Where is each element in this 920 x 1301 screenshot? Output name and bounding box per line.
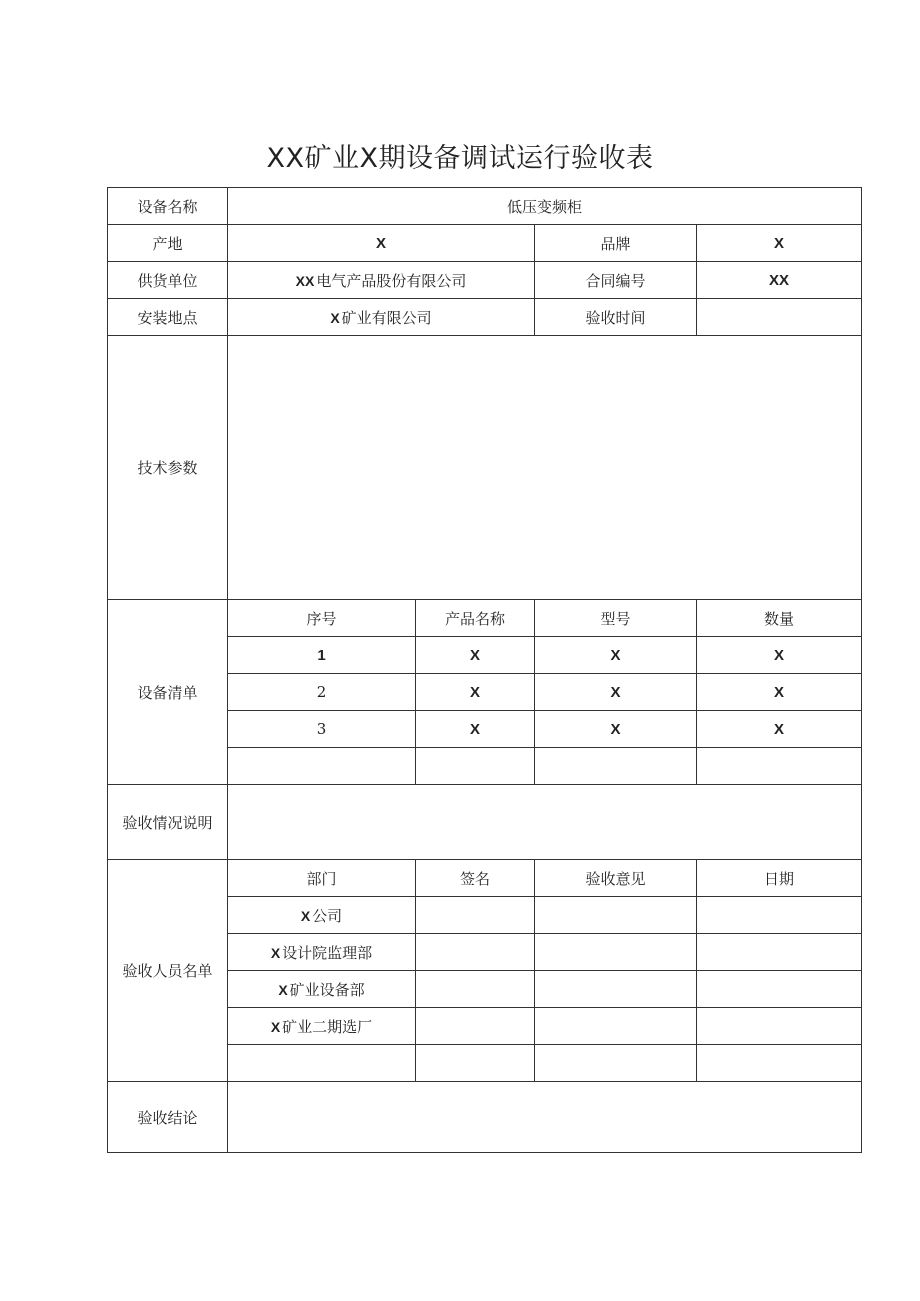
personnel-sign[interactable] <box>416 934 535 971</box>
device-name-row <box>108 188 862 225</box>
equipment-seq: 1 <box>228 637 416 674</box>
conclusion-row <box>108 1082 862 1153</box>
personnel-dept-name: 公司 <box>312 906 343 925</box>
personnel-opinion[interactable] <box>535 897 697 934</box>
equipment-product[interactable] <box>416 748 535 785</box>
location-value <box>228 299 535 336</box>
equipment-product: X <box>416 711 535 748</box>
contract-value: XX <box>697 262 862 299</box>
personnel-sign[interactable] <box>416 971 535 1008</box>
personnel-date[interactable] <box>697 971 862 1008</box>
acceptance-notes-label: 验收情况说明 <box>108 785 228 860</box>
brand-label: 品牌 <box>535 225 697 262</box>
personnel-header-row <box>108 860 862 897</box>
acceptance-form-table <box>107 187 862 1153</box>
page-title: XX矿业X期设备调试运行验收表 <box>266 143 654 174</box>
equipment-header-seq: 序号 <box>228 600 416 637</box>
personnel-opinion[interactable] <box>535 971 697 1008</box>
personnel-dept-prefix: X <box>300 907 311 924</box>
personnel-dept-prefix: X <box>278 981 288 998</box>
brand-value: X <box>697 225 862 262</box>
equipment-header-model: 型号 <box>535 600 697 637</box>
equipment-header-qty: 数量 <box>697 600 862 637</box>
supplier-contract-row <box>108 262 862 299</box>
personnel-dept <box>228 1008 416 1045</box>
equipment-model: X <box>535 637 697 674</box>
personnel-date[interactable] <box>697 1045 862 1082</box>
personnel-dept <box>228 897 416 934</box>
device-name-label: 设备名称 <box>108 188 228 225</box>
personnel-date[interactable] <box>697 897 862 934</box>
equipment-list-label: 设备清单 <box>108 600 228 785</box>
personnel-sign[interactable] <box>416 1008 535 1045</box>
equipment-qty: X <box>697 674 862 711</box>
equipment-header-product: 产品名称 <box>416 600 535 637</box>
origin-brand-row <box>108 225 862 262</box>
personnel-label: 验收人员名单 <box>108 860 228 1082</box>
equipment-seq[interactable] <box>228 748 416 785</box>
personnel-dept-name: 设计院监理部 <box>282 943 373 962</box>
personnel-sign[interactable] <box>416 1045 535 1082</box>
device-name-value: 低压变频柜 <box>228 188 862 225</box>
personnel-header-opinion: 验收意见 <box>535 860 697 897</box>
personnel-sign[interactable] <box>416 897 535 934</box>
location-label: 安装地点 <box>108 299 228 336</box>
acceptance-notes-row <box>108 785 862 860</box>
location-time-row <box>108 299 862 336</box>
equipment-model[interactable] <box>535 748 697 785</box>
personnel-dept-name: 矿业设备部 <box>289 980 365 999</box>
personnel-dept <box>228 934 416 971</box>
equipment-product: X <box>416 637 535 674</box>
personnel-header-dept: 部门 <box>228 860 416 897</box>
tech-params-label: 技术参数 <box>108 336 228 600</box>
equipment-qty: X <box>697 637 862 674</box>
supplier-value <box>228 262 535 299</box>
personnel-header-date: 日期 <box>697 860 862 897</box>
contract-label: 合同编号 <box>535 262 697 299</box>
equipment-model: X <box>535 711 697 748</box>
origin-label: 产地 <box>108 225 228 262</box>
personnel-opinion[interactable] <box>535 1008 697 1045</box>
acceptance-notes-value[interactable] <box>228 785 862 860</box>
accept-time-value[interactable] <box>697 299 862 336</box>
personnel-opinion[interactable] <box>535 934 697 971</box>
equipment-seq: 3 <box>228 711 416 748</box>
equipment-product: X <box>416 674 535 711</box>
tech-params-row <box>108 336 862 600</box>
conclusion-label: 验收结论 <box>108 1082 228 1153</box>
supplier-label: 供货单位 <box>108 262 228 299</box>
equipment-model: X <box>535 674 697 711</box>
origin-value: X <box>228 225 535 262</box>
equipment-seq: 2 <box>228 674 416 711</box>
personnel-date[interactable] <box>697 934 862 971</box>
personnel-opinion[interactable] <box>535 1045 697 1082</box>
supplier-value-rest: 电气产品股份有限公司 <box>316 271 467 290</box>
accept-time-label: 验收时间 <box>535 299 697 336</box>
supplier-value-prefix: XX <box>295 272 315 289</box>
personnel-dept-prefix: X <box>270 1018 281 1035</box>
equipment-qty[interactable] <box>697 748 862 785</box>
conclusion-value[interactable] <box>228 1082 862 1153</box>
tech-params-value[interactable] <box>228 336 862 600</box>
personnel-dept[interactable] <box>228 1045 416 1082</box>
location-value-prefix: X <box>330 309 340 326</box>
personnel-date[interactable] <box>697 1008 862 1045</box>
personnel-dept <box>228 971 416 1008</box>
personnel-dept-name: 矿业二期选厂 <box>282 1017 373 1036</box>
equipment-qty: X <box>697 711 862 748</box>
personnel-dept-prefix: X <box>270 944 281 961</box>
personnel-header-sign: 签名 <box>416 860 535 897</box>
equipment-list-header-row <box>108 600 862 637</box>
location-value-rest: 矿业有限公司 <box>341 308 432 327</box>
